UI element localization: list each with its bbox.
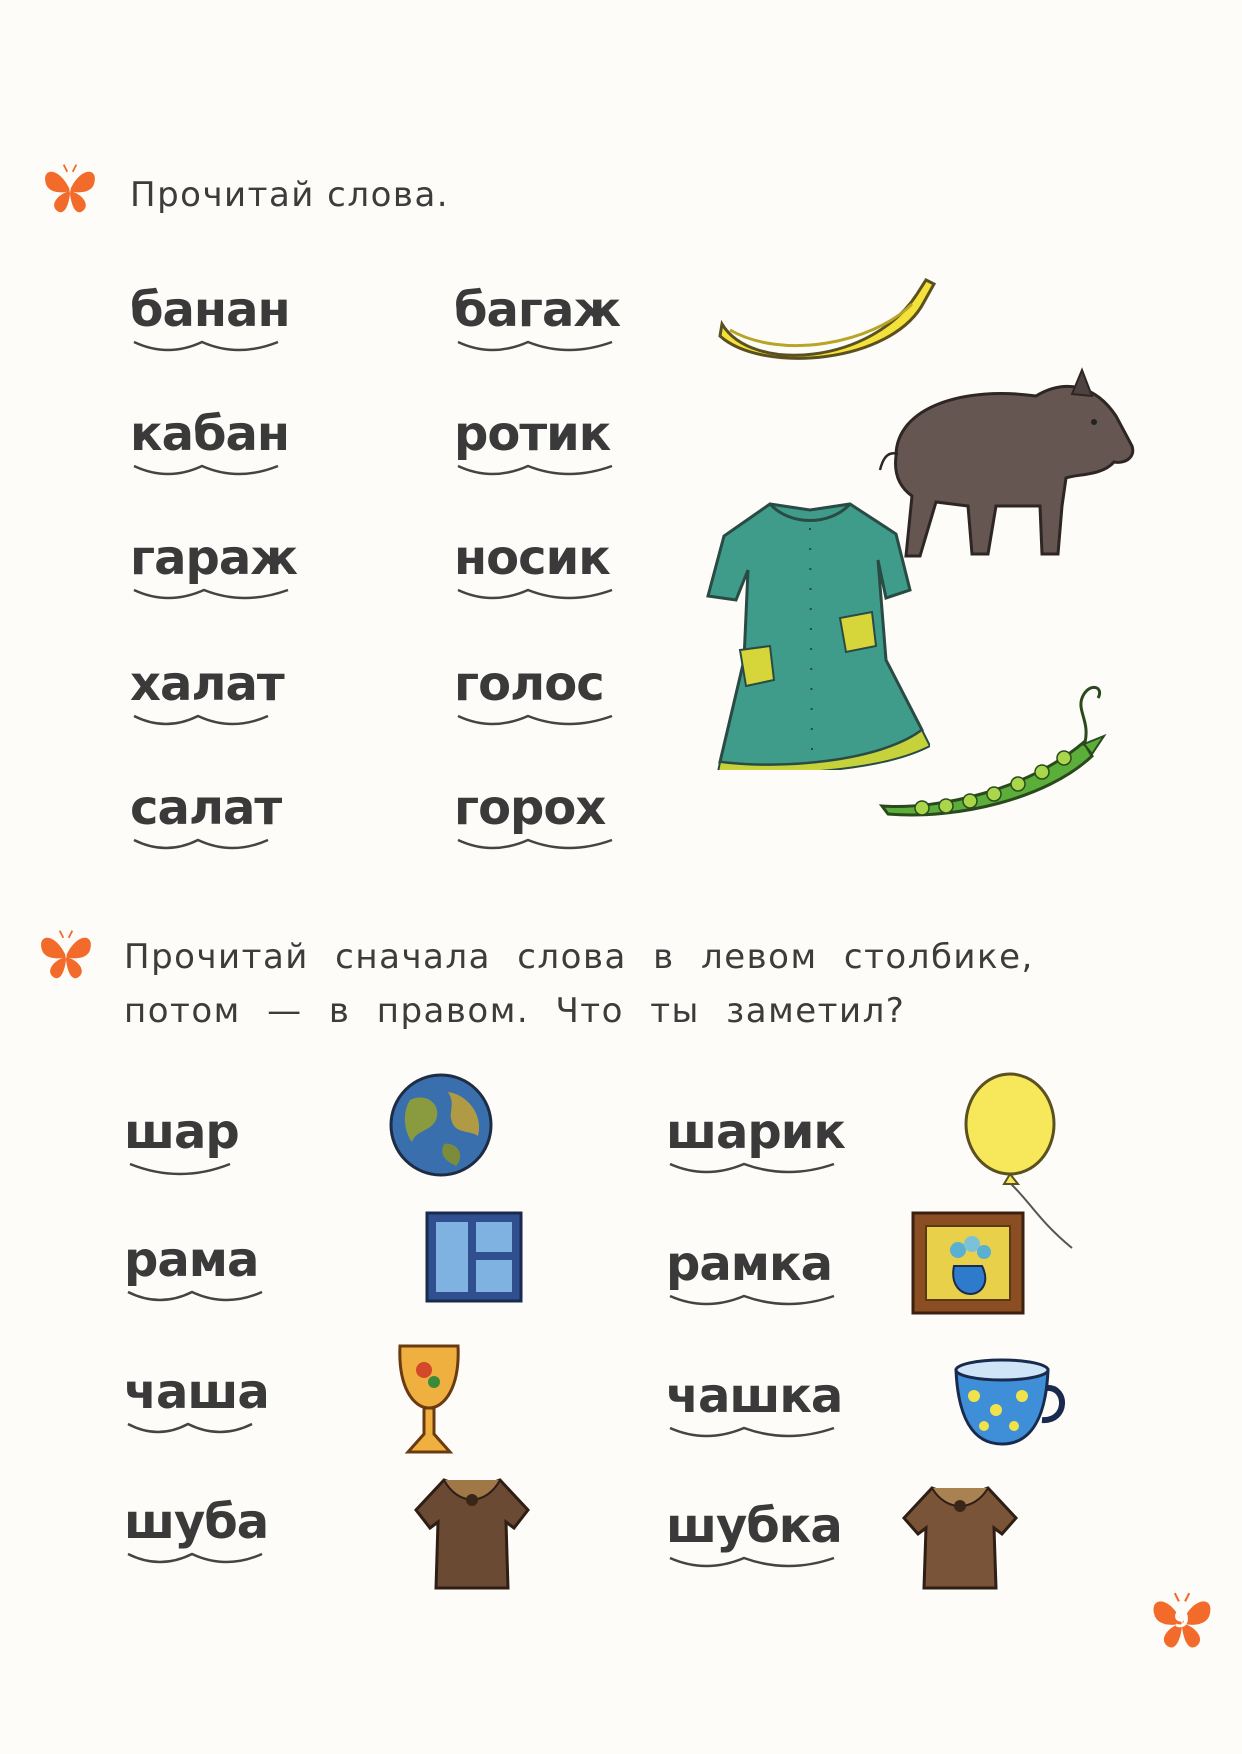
- syllable-arcs: [132, 836, 272, 856]
- word: рама: [124, 1232, 259, 1288]
- syllable-arcs: [126, 1288, 266, 1308]
- page-number: 9: [1174, 1608, 1190, 1633]
- word: багаж: [454, 282, 621, 338]
- word: банан: [130, 282, 290, 338]
- word: шарик: [666, 1104, 845, 1160]
- syllable-arcs: [126, 1550, 266, 1570]
- word: носик: [454, 530, 610, 586]
- word: кабан: [130, 406, 290, 462]
- word: шуба: [124, 1494, 269, 1550]
- word: голос: [454, 656, 604, 712]
- syllable-arcs: [668, 1292, 838, 1312]
- syllable-arcs: [668, 1554, 838, 1574]
- small-fur-coat-image: [898, 1478, 1022, 1592]
- word: рамка: [666, 1236, 832, 1292]
- syllable-arcs: [456, 836, 616, 856]
- syllable-arcs: [456, 338, 616, 358]
- picture-frame-image: [910, 1210, 1026, 1316]
- instruction-2-line-2: потом — в правом. Что ты заметил?: [124, 991, 906, 1031]
- syllable-arcs: [132, 338, 282, 358]
- butterfly-icon: [42, 162, 98, 216]
- cup-image: [952, 1356, 1068, 1448]
- syllable-arcs: [132, 462, 282, 482]
- banana-image: [712, 274, 942, 374]
- word: чаша: [124, 1364, 269, 1420]
- syllable-arcs: [456, 462, 616, 482]
- goblet-image: [394, 1338, 464, 1458]
- syllable-arcs: [668, 1424, 838, 1444]
- syllable-arcs: [132, 712, 272, 732]
- fur-coat-image: [410, 1470, 534, 1592]
- syllable-arcs: [132, 586, 292, 606]
- syllable-arcs: [126, 1160, 236, 1180]
- instruction-1: Прочитай слова.: [130, 175, 450, 215]
- instruction-2-line-1: Прочитай сначала слова в левом столбике,: [124, 937, 1034, 977]
- word: ротик: [454, 406, 611, 462]
- word: чашка: [666, 1368, 843, 1424]
- syllable-arcs: [456, 712, 616, 732]
- butterfly-icon: [38, 928, 94, 982]
- syllable-arcs: [668, 1160, 838, 1180]
- word: горох: [454, 780, 606, 836]
- window-frame-image: [424, 1210, 524, 1304]
- word: шар: [124, 1104, 239, 1160]
- word: шубка: [666, 1498, 842, 1554]
- globe-image: [386, 1070, 496, 1180]
- word: салат: [130, 780, 282, 836]
- word: гараж: [130, 530, 297, 586]
- syllable-arcs: [456, 586, 616, 606]
- syllable-arcs: [126, 1420, 256, 1440]
- word: халат: [130, 656, 284, 712]
- pea-pod-image: [878, 680, 1118, 820]
